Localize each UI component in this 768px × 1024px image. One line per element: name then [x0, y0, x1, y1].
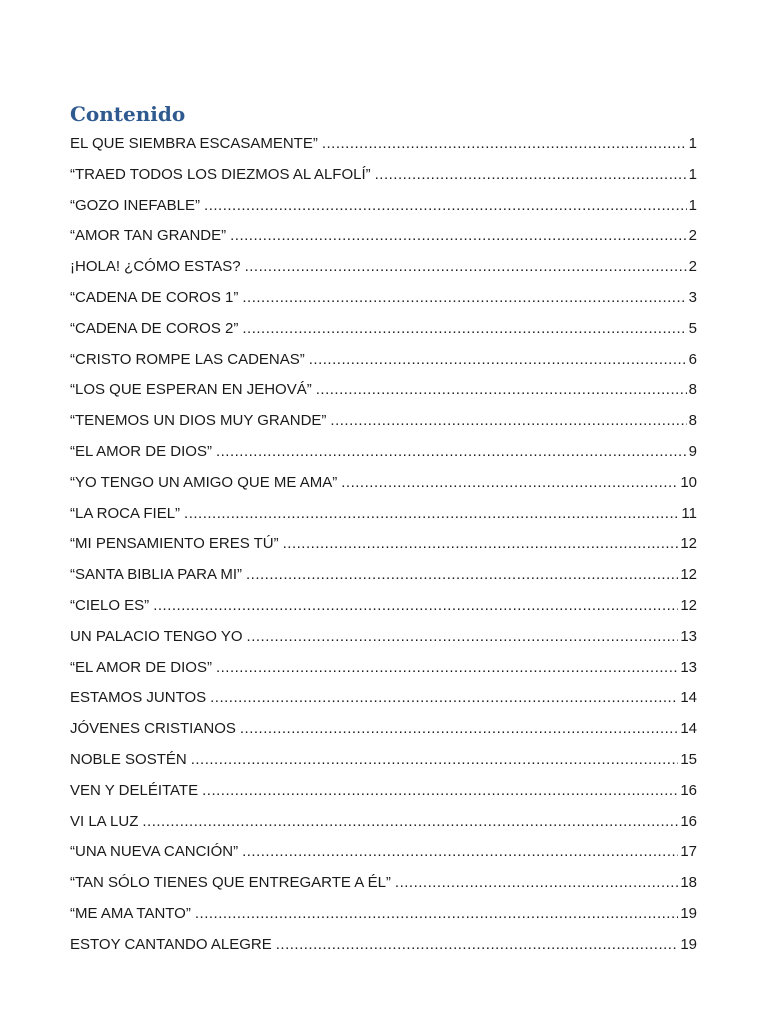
toc-entry-page-number: 6: [688, 350, 697, 368]
toc-dot-leader: [153, 591, 678, 622]
toc-entry[interactable]: [70, 345, 697, 376]
toc-entry-page-number: 11: [681, 504, 697, 522]
toc-title: Contenido: [70, 102, 186, 126]
toc-entry-label: “UNA NUEVA CANCIÓN”: [70, 843, 239, 861]
toc-entry[interactable]: [70, 160, 697, 191]
toc-entry-label: “LA ROCA FIEL”: [70, 504, 181, 522]
toc-entry-label: “EL AMOR DE DIOS”: [70, 442, 212, 460]
toc-dot-leader: [195, 899, 678, 930]
toc-dot-leader: [246, 560, 678, 591]
toc-entry-page-number: 10: [680, 473, 697, 491]
toc-dot-leader: [395, 868, 678, 899]
toc-dot-leader: [309, 345, 687, 376]
toc-dot-leader: [210, 683, 678, 714]
toc-entry[interactable]: [70, 468, 697, 499]
toc-entry-page-number: 12: [680, 535, 697, 553]
toc-entry-page-number: 13: [680, 658, 697, 676]
toc-entry-label: “CADENA DE COROS 2”: [70, 319, 239, 337]
toc-entry-label: ESTOY CANTANDO ALEGRE: [70, 935, 272, 953]
toc-dot-leader: [216, 437, 687, 468]
toc-entry[interactable]: [70, 499, 697, 530]
toc-entry-page-number: 1: [688, 196, 697, 214]
toc-entry-page-number: 13: [680, 627, 697, 645]
toc-entry-page-number: 16: [680, 812, 697, 830]
toc-entry[interactable]: [70, 622, 697, 653]
toc-dot-leader: [204, 191, 687, 222]
toc-dot-leader: [247, 622, 679, 653]
toc-dot-leader: [341, 468, 678, 499]
toc-entry-page-number: 1: [688, 165, 697, 183]
toc-entry-label: “YO TENGO UN AMIGO QUE ME AMA”: [70, 473, 338, 491]
toc-entry-page-number: 2: [688, 258, 697, 276]
toc-dot-leader: [316, 375, 687, 406]
toc-entry[interactable]: [70, 653, 697, 684]
toc-dot-leader: [142, 807, 678, 838]
toc-dot-leader: [184, 499, 679, 530]
toc-dot-leader: [276, 930, 679, 961]
toc-entry-label: VEN Y DELÉITATE: [70, 781, 199, 799]
toc-entry-page-number: 14: [680, 720, 697, 738]
toc-entry[interactable]: [70, 807, 697, 838]
toc-dot-leader: [240, 714, 678, 745]
toc-dot-leader: [245, 252, 687, 283]
toc-entry[interactable]: [70, 375, 697, 406]
toc-entry[interactable]: [70, 837, 697, 868]
toc-entry[interactable]: [70, 930, 697, 961]
toc-entry-page-number: 5: [688, 319, 697, 337]
toc-entry-label: “EL AMOR DE DIOS”: [70, 658, 212, 676]
toc-entry[interactable]: [70, 714, 697, 745]
toc-entry-label: “TENEMOS UN DIOS MUY GRANDE”: [70, 412, 327, 430]
toc-entry-label: UN PALACIO TENGO YO: [70, 627, 243, 645]
toc-entry-page-number: 16: [680, 781, 697, 799]
toc-entry[interactable]: [70, 560, 697, 591]
toc-entry-label: “CIELO ES”: [70, 596, 150, 614]
toc-entry[interactable]: [70, 252, 697, 283]
toc-dot-leader: [330, 406, 686, 437]
toc-entry-page-number: 1: [688, 135, 697, 152]
toc-entry-label: “GOZO INEFABLE”: [70, 196, 201, 214]
toc-entry[interactable]: [70, 437, 697, 468]
toc-entry[interactable]: [70, 406, 697, 437]
toc-entry-label: VI LA LUZ: [70, 812, 139, 830]
toc-entry[interactable]: [70, 745, 697, 776]
toc-list: [70, 129, 697, 961]
toc-entry-page-number: 14: [680, 689, 697, 707]
toc-entry-page-number: 18: [680, 874, 697, 892]
toc-entry-page-number: 19: [680, 935, 697, 953]
toc-dot-leader: [191, 745, 679, 776]
toc-entry[interactable]: [70, 221, 697, 252]
toc-entry[interactable]: [70, 129, 697, 160]
toc-entry-label: EL QUE SIEMBRA ESCASAMENTE”: [70, 135, 318, 152]
toc-entry-label: “LOS QUE ESPERAN EN JEHOVÁ”: [70, 381, 312, 399]
toc-entry-label: “MI PENSAMIENTO ERES TÚ”: [70, 535, 279, 553]
toc-entry-label: “CADENA DE COROS 1”: [70, 288, 239, 306]
toc-entry[interactable]: [70, 683, 697, 714]
toc-dot-leader: [283, 529, 679, 560]
toc-entry-label: ESTAMOS JUNTOS: [70, 689, 207, 707]
toc-entry-label: NOBLE SOSTÉN: [70, 750, 187, 768]
toc-entry[interactable]: [70, 591, 697, 622]
toc-entry-page-number: 17: [680, 843, 697, 861]
toc-dot-leader: [230, 221, 687, 252]
toc-dot-leader: [242, 314, 686, 345]
toc-entry-label: “CRISTO ROMPE LAS CADENAS”: [70, 350, 305, 368]
toc-dot-leader: [242, 837, 678, 868]
toc-entry[interactable]: [70, 191, 697, 222]
toc-entry[interactable]: [70, 899, 697, 930]
toc-entry-label: “TAN SÓLO TIENES QUE ENTREGARTE A ÉL”: [70, 874, 391, 892]
toc-dot-leader: [202, 776, 678, 807]
toc-dot-leader: [242, 283, 686, 314]
toc-entry[interactable]: [70, 776, 697, 807]
toc-entry-page-number: 12: [680, 596, 697, 614]
toc-entry-label: ¡HOLA! ¿CÓMO ESTAS?: [70, 258, 241, 276]
toc-entry-page-number: 9: [688, 442, 697, 460]
toc-entry-label: “SANTA BIBLIA PARA MI”: [70, 566, 242, 584]
toc-entry-page-number: 19: [680, 904, 697, 922]
toc-entry-label: “AMOR TAN GRANDE”: [70, 227, 227, 245]
toc-dot-leader: [216, 653, 678, 684]
toc-entry-label: JÓVENES CRISTIANOS: [70, 720, 236, 738]
toc-entry[interactable]: [70, 283, 697, 314]
toc-entry-page-number: 8: [688, 381, 697, 399]
toc-entry-page-number: 3: [688, 288, 697, 306]
toc-entry[interactable]: [70, 314, 697, 345]
toc-entry-page-number: 15: [680, 750, 697, 768]
toc-entry-label: “ME AMA TANTO”: [70, 904, 191, 922]
toc-entry[interactable]: [70, 529, 697, 560]
toc-entry[interactable]: [70, 868, 697, 899]
toc-entry-page-number: 8: [688, 412, 697, 430]
toc-entry-page-number: 12: [680, 566, 697, 584]
toc-entry-label: “TRAED TODOS LOS DIEZMOS AL ALFOLÍ”: [70, 165, 371, 183]
toc-entry-page-number: 2: [688, 227, 697, 245]
toc-dot-leader: [322, 129, 687, 160]
toc-dot-leader: [375, 160, 687, 191]
